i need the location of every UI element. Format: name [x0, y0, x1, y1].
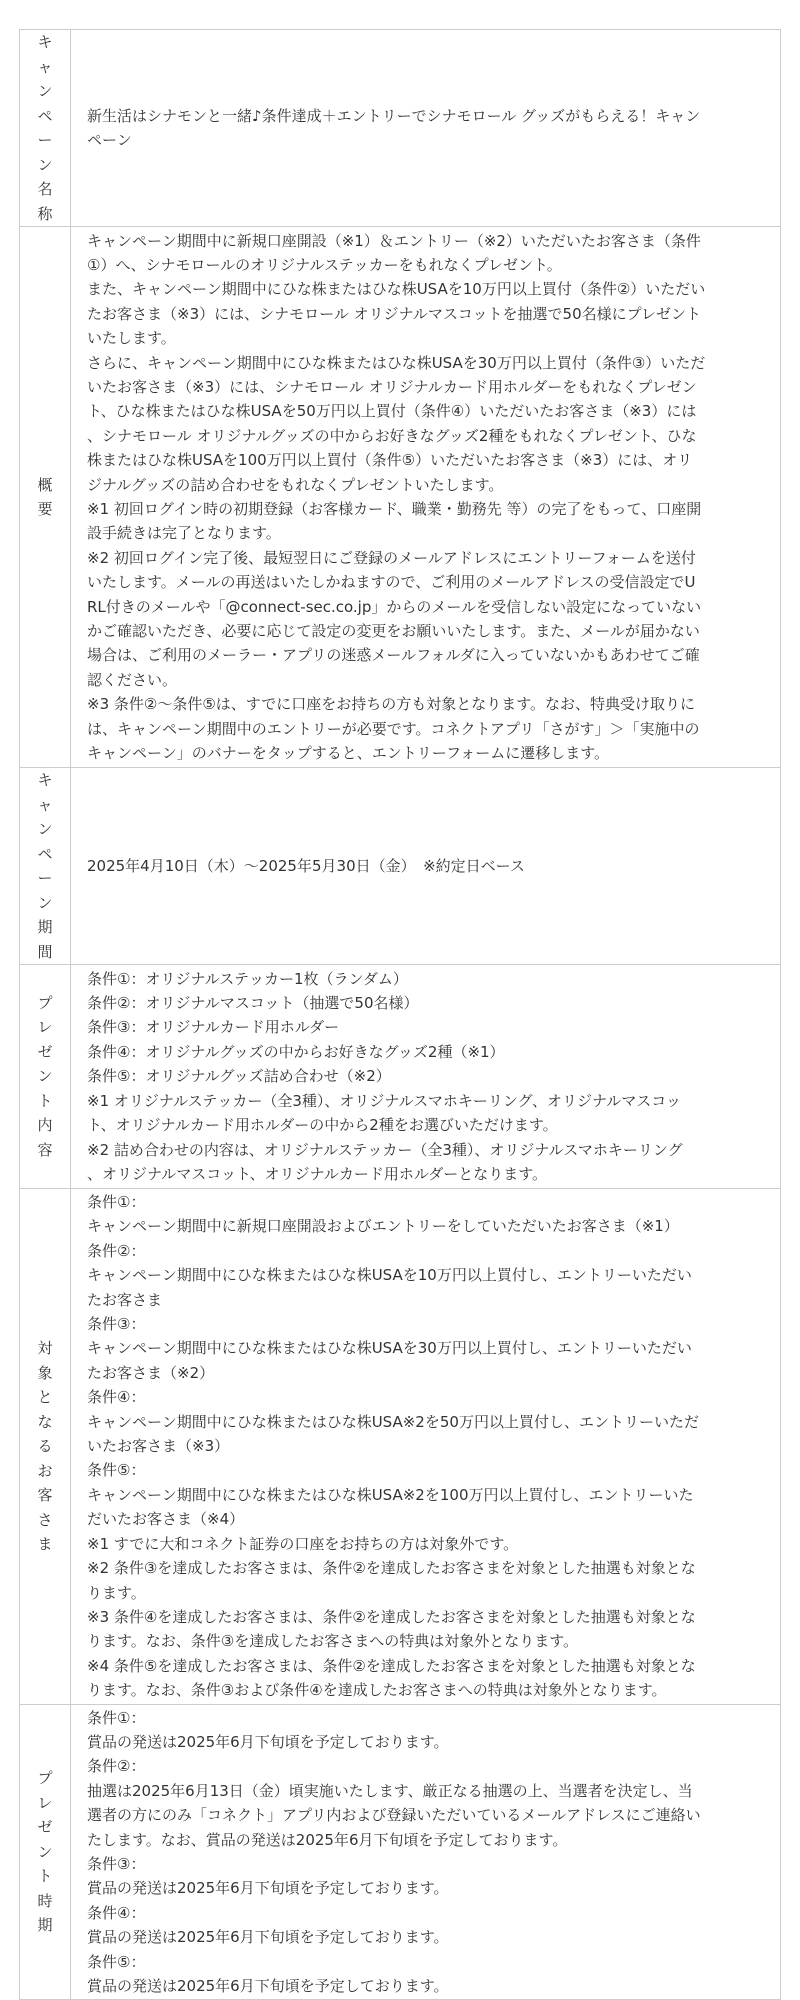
content-line: ります。なお、条件③および条件④を達成したお客さまへの特典は対象外となります。 — [87, 1681, 667, 1700]
content-line: ※2 詰め合わせの内容は、オリジナルステッカー（全3種）、オリジナルスマホキーリング — [87, 1140, 683, 1159]
content-line: いたお客さま（※3） — [87, 1437, 230, 1456]
content-line: たお客さま（※2） — [87, 1363, 215, 1382]
content-line: また、キャンペーン期間中にひな株またはひな株USAを10万円以上買付（条件②）いただい — [87, 280, 706, 299]
content-line: 条件③： — [87, 1315, 146, 1334]
content-line: ※2 初回ログイン完了後、最短翌日にご登録のメールアドレスにエントリーフォームを送付 — [87, 548, 696, 567]
row-label: キャンペーン期間 — [37, 771, 53, 961]
row-label-cell — [20, 1704, 71, 2000]
content-line: は、キャンペーン期間中のエントリーが必要です。コネクトアプリ「さがす」＞「実施中の — [87, 719, 700, 738]
content-line: 設手続きは完了となります。 — [87, 524, 281, 543]
content-line: 条件⑤： — [87, 1952, 146, 1971]
row-label: プレゼント内容 — [37, 993, 53, 1159]
content-line: 条件②： — [87, 1757, 146, 1776]
row-content-cell — [71, 30, 781, 227]
row-content — [87, 853, 768, 879]
row-content — [87, 228, 768, 767]
row-content-cell — [71, 1189, 781, 1705]
content-line: 選者の方にのみ「コネクト」アプリ内および登録いただいているメールアドレスにご連絡い — [87, 1806, 701, 1825]
table-row-present-timing — [20, 1704, 781, 2000]
table-row-present-contents — [20, 965, 781, 1189]
content-line: かご確認いただき、必要に応じて設定の変更をお願いいたします。また、メールが届かない — [87, 622, 700, 641]
row-content-cell — [71, 227, 781, 768]
content-line: 場合は、ご利用のメーラー・アプリの迷惑メールフォルダに入っていないかもあわせてご確 — [87, 646, 700, 665]
row-content — [87, 103, 768, 154]
content-line: 条件③： — [87, 1854, 146, 1873]
content-line: 賞品の発送は2025年6月下旬頃を予定しております。 — [87, 1879, 449, 1898]
content-line: さらに、キャンペーン期間中にひな株またはひな株USAを30万円以上買付（条件③）いただ — [87, 353, 706, 372]
content-line: キャンペーン期間中にひな株またはひな株USA※2を50万円以上買付し、エントリーいただ — [87, 1412, 699, 1431]
content-line: 、オリジナルマスコット、オリジナルカード用ホルダーとなります。 — [87, 1164, 548, 1183]
row-content-cell — [71, 1704, 781, 2000]
content-line: いたお客さま（※3）には、シナモロール オリジナルカード用ホルダーをもれなくプレゼン — [87, 377, 697, 396]
content-line: ※1 オリジナルステッカー（全3種）、オリジナルスマホキーリング、オリジナルマスコッ — [87, 1091, 681, 1110]
row-content — [87, 1189, 768, 1704]
content-line: たお客さま — [87, 1290, 163, 1309]
row-label: 概要 — [37, 475, 53, 518]
row-content-cell — [71, 965, 781, 1189]
table-row-target-customers — [20, 1189, 781, 1705]
content-line: 条件②： — [87, 1241, 146, 1260]
table-row-campaign-name — [20, 30, 781, 227]
row-label: プレゼント時期 — [37, 1769, 53, 1935]
content-line: 条件⑤：オリジナルグッズ詰め合わせ（※2） — [87, 1067, 391, 1086]
content-line: 認ください。 — [87, 670, 178, 689]
content-line: キャンペーン期間中に新規口座開設（※1）＆エントリー（※2）いただいたお客さま（条件 — [87, 231, 701, 250]
content-line: 新生活はシナモンと一緒♪条件達成＋エントリーでシナモロール グッズがもらえる！キャン — [87, 106, 701, 125]
content-line: ペーン — [87, 131, 132, 149]
content-line: キャンペーン期間中にひな株またはひな株USAを10万円以上買付し、エントリーいただい — [87, 1266, 692, 1285]
content-line: 2025年4月10日（木）～2025年5月30日（金） ※約定日ベース — [87, 856, 525, 875]
row-content — [87, 1705, 768, 2000]
content-line: ジナルグッズの詰め合わせをもれなくプレゼントいたします。 — [87, 475, 504, 494]
content-line: 抽選は2025年6月13日（金）頃実施いたします、厳正なる抽選の上、当選者を決定し、当 — [87, 1781, 693, 1800]
content-line: 賞品の発送は2025年6月下旬頃を予定しております。 — [87, 1977, 449, 1995]
row-content — [87, 966, 768, 1188]
content-line: 株またはひな株USAを100万円以上買付（条件⑤）いただいたお客さま（※3）には、オリ — [87, 451, 693, 470]
content-line: 条件④： — [87, 1903, 146, 1922]
content-line: キャンペーン期間中に新規口座開設およびエントリーをしていただいたお客さま（※1） — [87, 1217, 679, 1236]
content-line: キャンペーン期間中にひな株またはひな株USAを30万円以上買付し、エントリーいただい — [87, 1339, 692, 1358]
content-line: 条件⑤： — [87, 1461, 146, 1480]
row-label: キャンペーン名称 — [37, 33, 53, 223]
row-content-cell — [71, 768, 781, 965]
content-line: 条件①： — [87, 1193, 146, 1211]
content-line: キャンペーン」のバナーをタップすると、エントリーフォームに遷移します。 — [87, 744, 610, 763]
content-line: RL付きのメールや「@connect-sec.co.jp」からのメールを受信しない設定になっていない — [87, 597, 702, 616]
content-line: だいたお客さま（※4） — [87, 1510, 245, 1529]
content-line: 条件④： — [87, 1388, 146, 1407]
content-line: ①）へ、シナモロールのオリジナルステッカーをもれなくプレゼント。 — [87, 255, 562, 274]
content-line: ※3 条件④を達成したお客さまは、条件②を達成したお客さまを対象とした抽選も対象とな — [87, 1607, 696, 1626]
content-line: ※4 条件⑤を達成したお客さまは、条件②を達成したお客さまを対象とした抽選も対象とな — [87, 1656, 696, 1675]
content-line: ト、オリジナルカード用ホルダーの中から2種をお選びいただけます。 — [87, 1116, 558, 1135]
content-line: キャンペーン期間中にひな株またはひな株USA※2を100万円以上買付し、エントリーいた — [87, 1485, 694, 1504]
table-row-overview — [20, 227, 781, 768]
content-line: いたします。メールの再送はいたしかねますので、ご利用のメールアドレスの受信設定でU — [87, 573, 696, 592]
row-label-cell — [20, 1189, 71, 1705]
content-line: いたします。 — [87, 329, 176, 348]
content-line: ります。なお、条件③を達成したお客さまへの特典は対象外となります。 — [87, 1632, 579, 1651]
row-label-cell — [20, 965, 71, 1189]
row-label-cell — [20, 227, 71, 768]
content-line: ※2 条件③を達成したお客さまは、条件②を達成したお客さまを対象とした抽選も対象とな — [87, 1559, 696, 1578]
content-line: 、シナモロール オリジナルグッズの中からお好きなグッズ2種をもれなくプレゼント、ひな — [87, 426, 697, 445]
row-label: 対象となるお客さま — [37, 1339, 53, 1554]
content-line: ※1 すでに大和コネクト証券の口座をお持ちの方は対象外です。 — [87, 1534, 519, 1553]
content-line: 条件④：オリジナルグッズの中からお好きなグッズ2種（※1） — [87, 1042, 505, 1061]
content-line: ります。 — [87, 1583, 146, 1602]
content-line: 条件②：オリジナルマスコット（抽選で50名様） — [87, 994, 419, 1013]
content-line: たお客さま（※3）には、シナモロール オリジナルマスコットを抽選で50名様にプレゼント — [87, 304, 702, 323]
table-row-campaign-period — [20, 768, 781, 965]
content-line: 条件①：オリジナルステッカー1枚（ランダム） — [87, 969, 408, 988]
row-label-cell — [20, 768, 71, 965]
content-line: 賞品の発送は2025年6月下旬頃を予定しております。 — [87, 1732, 449, 1751]
content-line: 条件③：オリジナルカード用ホルダー — [87, 1018, 340, 1037]
content-line: ※3 条件②～条件⑤は、すでに口座をお持ちの方も対象となります。なお、特典受け取りに — [87, 695, 696, 714]
content-line: 条件①： — [87, 1708, 146, 1727]
content-line: 賞品の発送は2025年6月下旬頃を予定しております。 — [87, 1928, 449, 1947]
campaign-info-table — [19, 29, 781, 2000]
row-label-cell — [20, 30, 71, 227]
content-line: たします。なお、賞品の発送は2025年6月下旬頃を予定しております。 — [87, 1830, 568, 1849]
content-line: ※1 初回ログイン時の初期登録（お客様カード、職業・勤務先 等）の完了をもって、口座開 — [87, 500, 702, 518]
content-line: ト、ひな株またはひな株USAを50万円以上買付（条件④）いただいたお客さま（※3）には — [87, 402, 697, 421]
